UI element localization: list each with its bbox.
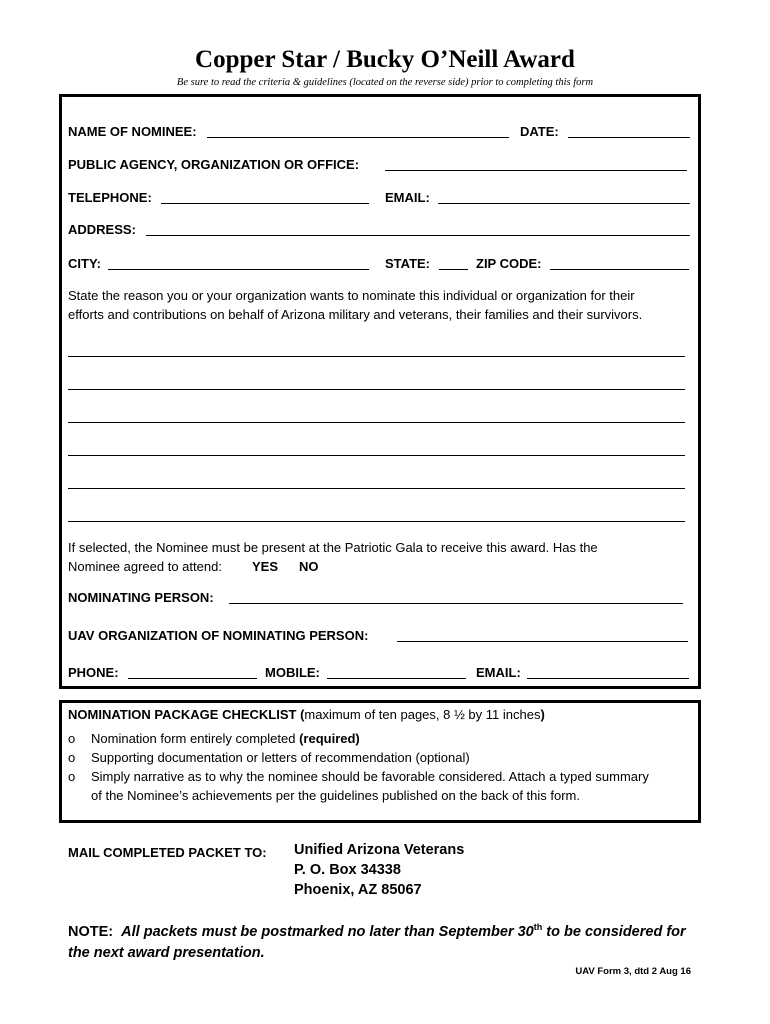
phone-line: [128, 678, 257, 679]
nominee-name-field[interactable]: [210, 121, 508, 137]
zip-field[interactable]: [552, 253, 688, 269]
date-line: [568, 137, 690, 138]
mail-po-box: P. O. Box 34338: [294, 862, 401, 878]
checklist-heading: [68, 705, 545, 724]
nominating-person-line: [229, 603, 683, 604]
state-field[interactable]: [441, 253, 467, 269]
checklist-item-1: [91, 729, 360, 748]
uav-org-field[interactable]: [400, 625, 687, 641]
phone-label: PHONE:: [68, 665, 119, 680]
nominee-name-label: NAME OF NOMINEE:: [68, 124, 197, 139]
checklist-item-1-text: Nomination form entirely completed: [91, 731, 300, 746]
reason-line-5[interactable]: [68, 488, 685, 489]
form-id-footer: UAV Form 3, dtd 2 Aug 16: [575, 966, 691, 977]
checklist-item-3-line2: of the Nominee’s achievements per the guidelines published on the back of this form.: [91, 788, 580, 803]
form-title: Copper Star / Bucky O’Neill Award: [195, 46, 575, 73]
note-sup: th: [533, 922, 543, 932]
uav-org-line: [397, 641, 688, 642]
gala-text-line2: Nominee agreed to attend:: [68, 559, 222, 574]
checklist-bullet-2: o: [68, 750, 76, 765]
state-line: [439, 269, 468, 270]
nominating-person-label: NOMINATING PERSON:: [68, 590, 214, 605]
checklist-item-2: Supporting documentation or letters of recommendation (optional): [91, 750, 470, 765]
address-field[interactable]: [149, 219, 689, 235]
address-line: [146, 235, 690, 236]
mobile-label: MOBILE:: [265, 665, 320, 680]
checklist-item-1-required: (required): [299, 731, 360, 746]
email-label: EMAIL:: [385, 190, 430, 205]
date-label: DATE:: [520, 124, 559, 139]
reason-line-6[interactable]: [68, 521, 685, 522]
telephone-field[interactable]: [164, 187, 368, 203]
city-field[interactable]: [111, 253, 368, 269]
yes-option[interactable]: YES: [252, 559, 279, 574]
telephone-line: [161, 203, 369, 204]
telephone-label: TELEPHONE:: [68, 190, 152, 205]
agency-label: PUBLIC AGENCY, ORGANIZATION OR OFFICE:: [68, 157, 360, 172]
gala-text-line1: If selected, the Nominee must be present at the Patriotic Gala to receive this award. Has the: [68, 540, 598, 555]
email2-field[interactable]: [530, 662, 688, 678]
reason-line-2[interactable]: [68, 389, 685, 390]
address-label: ADDRESS:: [68, 222, 136, 237]
reason-text-line2: efforts and contributions on behalf of Arizona military and veterans, their families and their survivors.: [68, 307, 643, 322]
reason-line-3[interactable]: [68, 422, 685, 423]
date-field[interactable]: [570, 121, 688, 137]
email2-label: EMAIL:: [476, 665, 521, 680]
checklist-bullet-1: o: [68, 731, 76, 746]
nominating-person-field[interactable]: [232, 587, 682, 603]
no-option[interactable]: NO: [299, 559, 319, 574]
note-label: NOTE:: [68, 923, 114, 940]
note-text-a: All packets must be postmarked no later than September 30: [121, 923, 534, 940]
agency-line: [385, 170, 687, 171]
checklist-bullet-3: o: [68, 769, 76, 784]
city-line: [108, 269, 369, 270]
mail-label: MAIL COMPLETED PACKET TO:: [68, 845, 267, 860]
email2-line: [527, 678, 689, 679]
zip-line: [550, 269, 689, 270]
mobile-line: [327, 678, 466, 679]
checklist-heading-normal: maximum of ten pages, 8 ½ by 11 inches: [304, 707, 541, 722]
checklist-item-3-line1: Simply narrative as to why the nominee should be favorable considered. Attach a typed summary: [91, 769, 649, 784]
uav-org-label: UAV ORGANIZATION OF NOMINATING PERSON:: [68, 628, 369, 643]
note-text-b: to be considered for the next award presentation.: [68, 923, 686, 961]
email-line: [438, 203, 690, 204]
form-subtitle: Be sure to read the criteria & guidelines (located on the reverse side) prior to completing this form: [176, 77, 594, 88]
phone-field[interactable]: [130, 662, 256, 678]
reason-line-4[interactable]: [68, 455, 685, 456]
mobile-field[interactable]: [330, 662, 465, 678]
reason-text-line1: State the reason you or your organization wants to nominate this individual or organization for their: [68, 288, 635, 303]
checklist-heading-close: ): [540, 707, 545, 722]
mail-city: Phoenix, AZ 85067: [294, 882, 422, 898]
reason-line-1[interactable]: [68, 356, 685, 357]
email-field[interactable]: [440, 187, 688, 203]
nominee-name-line: [207, 137, 509, 138]
zip-label: ZIP CODE:: [476, 256, 542, 271]
agency-field[interactable]: [388, 154, 686, 170]
state-label: STATE:: [385, 256, 431, 271]
city-label: CITY:: [68, 256, 101, 271]
checklist-heading-bold: NOMINATION PACKAGE CHECKLIST (: [68, 707, 305, 722]
mail-org: Unified Arizona Veterans: [294, 842, 465, 858]
deadline-note: [68, 917, 708, 964]
